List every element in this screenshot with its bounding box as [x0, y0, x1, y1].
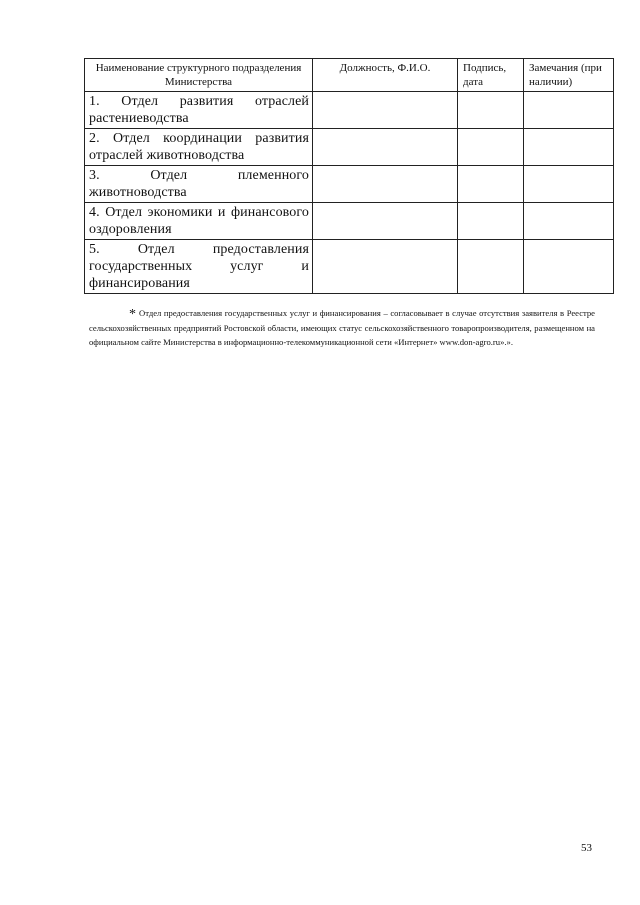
department-cell: 4. Отдел экономики и финансового оздоровления [85, 203, 313, 240]
signature-cell [458, 129, 524, 166]
header-position-name: Должность, Ф.И.О. [313, 59, 458, 92]
footnote-text: Отдел предоставления государственных услуг и финансирования – согласовывает в случае отсутствия заявителя в Реестре сельскохозяйственных предприятий Ростовской области, имеющих статус сельскохозяйственного товаропроизводителя, размещенном на официальном сайте Министерства в информационно-телекоммуникационной сети «Интернет» www.don-agro.ru».». [89, 308, 595, 347]
table-row [85, 240, 614, 294]
table-row [85, 166, 614, 203]
position-cell [313, 166, 458, 203]
signature-cell [458, 240, 524, 294]
table-row [85, 203, 614, 240]
table-row [85, 92, 614, 129]
position-cell [313, 240, 458, 294]
table-header-row [85, 59, 614, 92]
position-cell [313, 92, 458, 129]
remarks-cell [524, 166, 614, 203]
footnote [89, 306, 595, 350]
department-cell: 2. Отдел координации развития отраслей животноводства [85, 129, 313, 166]
signature-cell [458, 92, 524, 129]
position-cell [313, 129, 458, 166]
header-department-name: Наименование структурного подразделения Министерства [85, 59, 313, 92]
department-cell: 3. Отдел племенного животноводства [85, 166, 313, 203]
remarks-cell [524, 129, 614, 166]
header-remarks: Замечания (при наличии) [524, 59, 614, 92]
table-row [85, 129, 614, 166]
signature-cell [458, 166, 524, 203]
remarks-cell [524, 203, 614, 240]
approval-table [84, 58, 614, 294]
remarks-cell [524, 92, 614, 129]
header-signature-date: Подпись, дата [458, 59, 524, 92]
remarks-cell [524, 240, 614, 294]
signature-cell [458, 203, 524, 240]
footnote-marker: * [129, 307, 136, 322]
position-cell [313, 203, 458, 240]
page-number: 53 [581, 842, 592, 854]
department-cell: 1. Отдел развития отраслей растениеводства [85, 92, 313, 129]
department-cell: 5. Отдел предоставления государственных услуг и финансирования [85, 240, 313, 294]
